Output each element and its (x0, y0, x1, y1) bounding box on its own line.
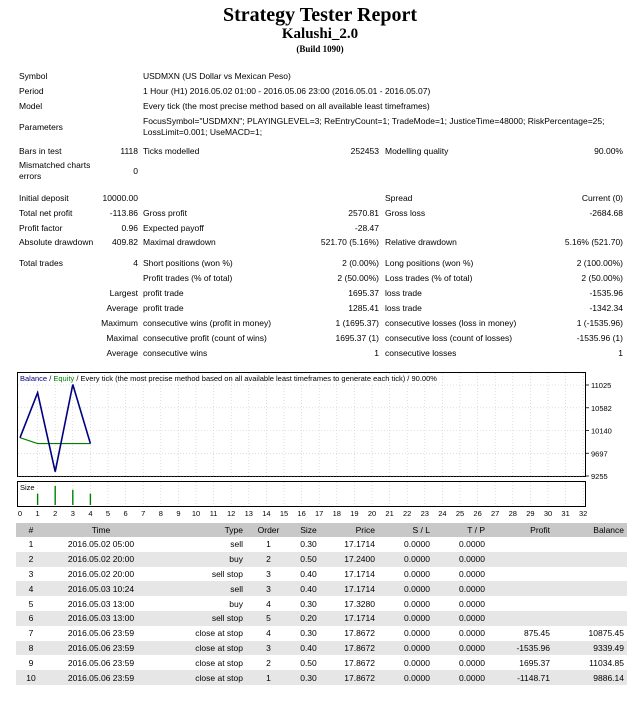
initial-deposit-value: 10000.00 (102, 193, 138, 203)
table-cell: 0.40 (291, 567, 326, 582)
y-tick-label: 10140 (591, 426, 612, 436)
table-cell (488, 581, 553, 596)
x-tick-label: 30 (543, 509, 553, 518)
maximal-drawdown-value: 521.70 (5.16%) (320, 237, 379, 247)
period-label: Period (19, 86, 44, 96)
total-trades-label: Total trades (19, 258, 63, 268)
short-positions-value: 2 (0.00%) (342, 258, 379, 268)
x-tick-label: 7 (141, 509, 146, 518)
table-cell: 0.0000 (378, 655, 433, 670)
table-cell: 2016.05.06 23:59 (46, 626, 156, 641)
x-tick-label: 24 (438, 509, 447, 518)
mismatched-label-2: errors (19, 171, 42, 181)
parameters-label: Parameters (19, 122, 63, 132)
x-tick-label: 3 (70, 509, 75, 518)
long-positions-value: 2 (100.00%) (576, 258, 623, 268)
table-row (16, 655, 627, 670)
x-tick-label: 4 (88, 509, 93, 518)
table-cell: 10 (16, 670, 46, 685)
table-cell: 2 (246, 655, 291, 670)
x-tick-label: 10 (191, 509, 201, 518)
table-cell: 17.8672 (326, 670, 378, 685)
table-cell (553, 596, 627, 611)
table-cell: 2016.05.02 05:00 (46, 537, 156, 552)
avg-consec-losses-value: 1 (618, 348, 623, 358)
maximal-drawdown-label: Maximal drawdown (143, 237, 216, 247)
x-tick-label: 22 (403, 509, 412, 518)
table-cell: 0.0000 (433, 655, 488, 670)
largest-loss-value: -1535.96 (589, 288, 623, 298)
table-cell: 17.1714 (326, 581, 378, 596)
x-tick-label: 13 (244, 509, 253, 518)
table-cell (488, 567, 553, 582)
y-tick-label: 11025 (591, 380, 612, 390)
table-cell: close at stop (156, 670, 246, 685)
table-cell: 9339.49 (553, 641, 627, 656)
table-cell: 3 (246, 581, 291, 596)
table-cell: 0.0000 (378, 581, 433, 596)
table-cell: 2016.05.06 23:59 (46, 641, 156, 656)
table-cell: 17.8672 (326, 641, 378, 656)
x-tick-label: 19 (350, 509, 359, 518)
x-tick-label: 8 (158, 509, 163, 518)
max-consec-losses-label: consecutive losses (loss in money) (385, 318, 517, 328)
parameters-line-1: FocusSymbol="USDMXN"; PLAYINGLEVEL=3; ReEntryCount=1; TradeMode=1; JusticeTime=48000; RiskPercentage=25; (143, 116, 605, 126)
table-cell: 2016.05.03 13:00 (46, 611, 156, 626)
gross-profit-label: Gross profit (143, 208, 187, 218)
table-cell: 0.0000 (433, 537, 488, 552)
x-tick-label: 2 (53, 509, 58, 518)
table-cell: sell (156, 581, 246, 596)
max-consec-wins-value: 1 (1695.37) (335, 318, 379, 328)
table-cell: close at stop (156, 655, 246, 670)
bars-in-test-label: Bars in test (19, 146, 62, 156)
table-cell: 0.0000 (433, 581, 488, 596)
table-row (16, 596, 627, 611)
table-row (16, 670, 627, 685)
avg-consec-wins-label: consecutive wins (143, 348, 208, 358)
trades-header-cell: S / L (378, 523, 433, 537)
maximal-consec-profit-value: 1695.37 (1) (335, 333, 379, 343)
table-cell: 9 (16, 655, 46, 670)
model-value: Every tick (the most precise method based on all available least timeframes) (143, 101, 430, 111)
average-label: Average (106, 303, 138, 313)
total-net-profit-value: -113.86 (109, 208, 138, 218)
ticks-modelled-value: 252453 (350, 146, 379, 156)
long-positions-label: Long positions (won %) (385, 258, 474, 268)
table-cell (553, 552, 627, 567)
trades-header-cell: Order (246, 523, 291, 537)
gross-profit-value: 2570.81 (348, 208, 379, 218)
modelling-quality-label: Modelling quality (385, 146, 449, 156)
x-tick-label: 14 (262, 509, 271, 518)
trades-header-cell: Size (291, 523, 326, 537)
table-row (16, 641, 627, 656)
table-cell: 2016.05.06 23:59 (46, 670, 156, 685)
x-tick-label: 1 (35, 509, 40, 518)
y-tick-label: 9255 (591, 472, 608, 481)
trades-header-cell: Price (326, 523, 378, 537)
table-cell: 3 (16, 567, 46, 582)
x-tick-label: 17 (315, 509, 324, 518)
table-cell: 0.40 (291, 581, 326, 596)
table-cell: 4 (246, 596, 291, 611)
modelling-quality-value: 90.00% (594, 146, 623, 156)
profit-trades-value: 2 (50.00%) (337, 273, 379, 283)
maximal-consec-profit-label: consecutive profit (count of wins) (143, 333, 267, 343)
table-cell: 2016.05.02 20:00 (46, 552, 156, 567)
table-cell: 5 (246, 611, 291, 626)
report-title: Strategy Tester Report (222, 4, 418, 26)
table-cell: 2 (246, 552, 291, 567)
table-cell: sell (156, 537, 246, 552)
y-tick-label: 9697 (591, 449, 608, 459)
maximum-label: Maximum (101, 318, 138, 328)
x-tick-label: 9 (176, 509, 181, 518)
x-tick-label: 5 (105, 509, 111, 518)
largest-loss-label: loss trade (385, 288, 422, 298)
table-cell: 3 (246, 641, 291, 656)
table-cell: 5 (16, 596, 46, 611)
table-cell (553, 611, 627, 626)
trades-header-cell: # (16, 523, 46, 537)
spread-label: Spread (385, 193, 413, 203)
table-cell: 4 (246, 626, 291, 641)
table-cell: 0.30 (291, 596, 326, 611)
relative-drawdown-label: Relative drawdown (385, 237, 457, 247)
table-cell: 0.0000 (433, 552, 488, 567)
x-tick-label: 32 (579, 509, 588, 518)
gross-loss-value: -2684.68 (589, 208, 623, 218)
loss-trades-label: Loss trades (% of total) (385, 273, 473, 283)
table-cell: 0.0000 (378, 596, 433, 611)
x-tick-label: 25 (455, 509, 465, 518)
table-cell: 7 (16, 626, 46, 641)
maximal-consec-loss-label: consecutive loss (count of losses) (385, 333, 513, 343)
table-cell: 0.0000 (378, 537, 433, 552)
average-consec-label: Average (106, 348, 138, 358)
table-cell: 17.1714 (326, 611, 378, 626)
table-cell: 0.0000 (433, 641, 488, 656)
table-cell: 11034.85 (553, 655, 627, 670)
maximal-consec-loss-value: -1535.96 (1) (576, 333, 623, 343)
x-tick-label: 28 (508, 509, 517, 518)
x-tick-label: 21 (385, 509, 394, 518)
table-cell: close at stop (156, 641, 246, 656)
expected-payoff-label: Expected payoff (143, 223, 204, 233)
table-cell: 0.40 (291, 641, 326, 656)
average-loss-value: -1342.34 (589, 303, 623, 313)
table-cell: 17.8672 (326, 626, 378, 641)
ticks-modelled-label: Ticks modelled (143, 146, 200, 156)
table-cell: 0.0000 (378, 567, 433, 582)
x-tick-label: 16 (297, 509, 306, 518)
loss-trades-value: 2 (50.00%) (581, 273, 623, 283)
table-cell: 2 (16, 552, 46, 567)
profit-factor-value: 0.96 (121, 223, 138, 233)
table-cell: 17.1714 (326, 567, 378, 582)
table-cell: -1535.96 (488, 641, 553, 656)
trades-table (16, 523, 627, 685)
table-row (16, 567, 627, 582)
table-cell (488, 611, 553, 626)
table-cell: -1148.71 (488, 670, 553, 685)
y-tick-label: 10582 (591, 403, 612, 413)
svg-text:Balance / Equity / Every tick (20, 374, 437, 383)
expected-payoff-value: -28.47 (354, 223, 379, 233)
average-profit-label: profit trade (143, 303, 184, 313)
trades-header-cell: Time (46, 523, 156, 537)
maximal-label: Maximal (106, 333, 138, 343)
bars-in-test-value: 1118 (120, 146, 138, 156)
table-cell: 0.0000 (378, 626, 433, 641)
table-cell: 0.30 (291, 670, 326, 685)
table-cell: close at stop (156, 626, 246, 641)
legend-description: / Every tick (the most precise method based on all available least timeframes to generate each tick) / 90.00% (74, 374, 437, 383)
table-cell: 9886.14 (553, 670, 627, 685)
legend-separator: / (47, 374, 54, 383)
avg-consec-wins-value: 1 (374, 348, 379, 358)
table-cell: 0.0000 (378, 611, 433, 626)
max-consec-wins-label: consecutive wins (profit in money) (143, 318, 272, 328)
legend-balance: Balance (20, 374, 48, 383)
table-cell: 8 (16, 641, 46, 656)
table-cell: 17.8672 (326, 655, 378, 670)
gross-loss-label: Gross loss (385, 208, 426, 218)
trades-header-cell: Balance (553, 523, 627, 537)
short-positions-label: Short positions (won %) (143, 258, 233, 268)
table-cell: 0.50 (291, 552, 326, 567)
spread-value: Current (0) (581, 193, 623, 203)
mismatched-value: 0 (133, 166, 138, 176)
table-cell: sell stop (156, 611, 246, 626)
x-tick-label: 18 (332, 509, 341, 518)
table-cell: 1 (246, 537, 291, 552)
x-tick-label: 12 (227, 509, 236, 518)
table-cell: 1 (16, 537, 46, 552)
total-net-profit-label: Total net profit (19, 208, 73, 218)
profit-factor-label: Profit factor (19, 223, 63, 233)
x-tick-label: 26 (473, 509, 482, 518)
largest-label: Largest (109, 288, 138, 298)
table-cell: 0.20 (291, 611, 326, 626)
table-cell (553, 581, 627, 596)
table-cell: 0.0000 (433, 567, 488, 582)
table-row (16, 552, 627, 567)
table-cell: 6 (16, 611, 46, 626)
absolute-drawdown-value: 409.82 (112, 237, 138, 247)
model-label: Model (19, 101, 43, 111)
avg-consec-losses-label: consecutive losses (385, 348, 457, 358)
symbol-label: Symbol (19, 71, 48, 81)
max-consec-losses-value: 1 (-1535.96) (576, 318, 623, 328)
table-cell: 0.30 (291, 626, 326, 641)
table-cell (488, 552, 553, 567)
table-row (16, 581, 627, 596)
largest-profit-value: 1695.37 (348, 288, 379, 298)
parameters-line-2: LossLimit=0.001; UseMACD=1; (143, 127, 263, 137)
table-cell: 0.0000 (378, 670, 433, 685)
table-cell: 0.0000 (378, 552, 433, 567)
average-profit-value: 1285.41 (348, 303, 379, 313)
x-tick-label: 0 (17, 509, 23, 518)
table-row (16, 537, 627, 552)
table-cell: 2016.05.03 13:00 (46, 596, 156, 611)
table-cell: 1695.37 (488, 655, 553, 670)
total-trades-value: 4 (133, 258, 138, 268)
table-cell: 875.45 (488, 626, 553, 641)
table-cell: buy (156, 596, 246, 611)
trades-header-cell: T / P (433, 523, 488, 537)
period-value: 1 Hour (H1) 2016.05.02 01:00 - 2016.05.06 23:00 (2016.05.01 - 2016.05.07) (143, 86, 431, 96)
initial-deposit-label: Initial deposit (19, 193, 69, 203)
table-cell: sell stop (156, 567, 246, 582)
table-cell (553, 537, 627, 552)
absolute-drawdown-label: Absolute drawdown (19, 237, 94, 247)
table-cell: 2016.05.02 20:00 (46, 567, 156, 582)
mismatched-label: Mismatched charts (19, 160, 91, 170)
x-tick-label: 29 (526, 509, 535, 518)
x-tick-label: 15 (279, 509, 289, 518)
table-cell (488, 596, 553, 611)
legend-equity: Equity (53, 374, 75, 383)
table-cell: 2016.05.06 23:59 (46, 655, 156, 670)
size-label: Size (20, 483, 35, 492)
table-cell: 0.0000 (378, 641, 433, 656)
x-tick-label: 6 (123, 509, 128, 518)
table-cell: 1 (246, 670, 291, 685)
table-cell: buy (156, 552, 246, 567)
table-cell: 4 (16, 581, 46, 596)
x-tick-label: 23 (420, 509, 429, 518)
table-cell: 2016.05.03 10:24 (46, 581, 156, 596)
build-number: (Build 1090) (296, 44, 344, 54)
symbol-value: USDMXN (US Dollar vs Mexican Peso) (143, 71, 291, 81)
table-cell: 0.0000 (433, 611, 488, 626)
table-cell: 0.0000 (433, 670, 488, 685)
x-tick-label: 20 (367, 509, 377, 518)
ea-name: Kalushi_2.0 (281, 26, 359, 42)
table-cell: 0.30 (291, 537, 326, 552)
table-row (16, 611, 627, 626)
x-tick-label: 31 (561, 509, 570, 518)
largest-profit-label: profit trade (143, 288, 184, 298)
table-cell: 0.0000 (433, 626, 488, 641)
table-cell (553, 567, 627, 582)
table-cell: 0.50 (291, 655, 326, 670)
trades-header-cell: Profit (488, 523, 553, 537)
profit-trades-label: Profit trades (% of total) (143, 273, 233, 283)
trades-header-cell: Type (156, 523, 246, 537)
table-row (16, 626, 627, 641)
x-tick-label: 27 (491, 509, 500, 518)
table-cell: 10875.45 (553, 626, 627, 641)
table-cell: 17.3280 (326, 596, 378, 611)
table-cell (488, 537, 553, 552)
table-cell: 17.2400 (326, 552, 378, 567)
table-cell: 17.1714 (326, 537, 378, 552)
relative-drawdown-value: 5.16% (521.70) (564, 237, 623, 247)
table-cell: 3 (246, 567, 291, 582)
table-cell: 0.0000 (433, 596, 488, 611)
trades-header-row (16, 523, 627, 537)
x-tick-label: 11 (209, 509, 218, 518)
average-loss-label: loss trade (385, 303, 422, 313)
balance-equity-chart (17, 372, 623, 518)
